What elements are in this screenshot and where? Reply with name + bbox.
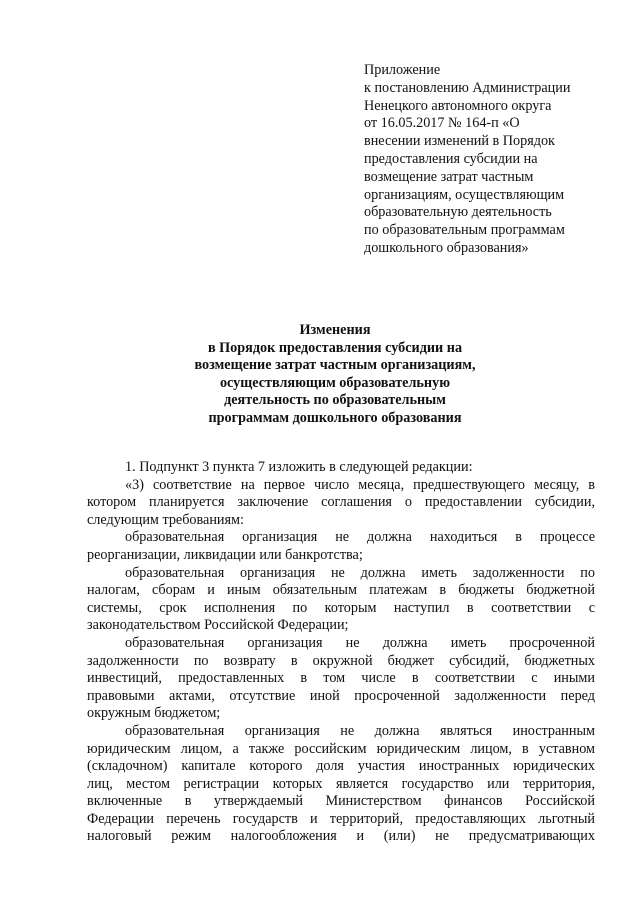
- body-line: законодательством Российской Федерации;: [87, 617, 349, 634]
- body-line: окружным бюджетом;: [87, 705, 221, 722]
- body-line: 1. Подпункт 3 пункта 7 изложить в следующей редакции:: [125, 459, 473, 475]
- body-line: реорганизации, ликвидации или банкротства;: [87, 546, 363, 563]
- document-body: [87, 459, 595, 846]
- appendix-line: дошкольного образования»: [364, 239, 529, 256]
- title-line: деятельность по образовательным: [224, 392, 446, 409]
- body-line: (складочном) капитале которого доля участия иностранных юридических: [87, 758, 595, 775]
- body-line: котором планируется заключение соглашения о предоставлении субсидии,: [87, 494, 595, 511]
- title-line: возмещение затрат частным организациям,: [194, 357, 476, 374]
- appendix-line: Ненецкого автономного округа: [364, 97, 552, 114]
- paragraph-overdue-debt: [87, 635, 595, 723]
- body-line: образовательная организация не должна являться иностранным: [125, 722, 595, 739]
- appendix-line: к постановлению Администрации: [364, 79, 571, 96]
- title-line: Изменения: [299, 322, 371, 338]
- paragraph-item-1: [87, 459, 595, 477]
- body-line: инвестиций, предоставленных в том числе в соответствии с иными: [87, 670, 595, 687]
- appendix-line: предоставления субсидии на: [364, 150, 538, 167]
- body-line: правовыми актами, отсутствие иной просроченной задолженности перед: [87, 687, 595, 704]
- body-line: включенные в утверждаемый Министерством финансов Российской: [87, 793, 595, 810]
- appendix-line: организациям, осуществляющим: [364, 186, 565, 203]
- paragraph-subitem-3: [87, 477, 595, 530]
- paragraph-foreign-entity: [87, 723, 595, 846]
- title-line: осуществляющим образовательную: [219, 374, 451, 391]
- body-line: системы, срок исполнения по которым наступил в соответствии с: [87, 599, 595, 616]
- paragraph-tax-debt: [87, 565, 595, 635]
- body-line: налогам, сборам и иным обязательным платежам в бюджеты бюджетной: [87, 582, 595, 599]
- body-line: Федерации перечень государств и территорий, предоставляющих льготный: [87, 810, 595, 827]
- appendix-line: внесении изменений в Порядок: [364, 133, 555, 150]
- body-line: задолженности по возврату в окружной бюджет субсидий, бюджетных: [87, 652, 595, 669]
- body-line: образовательная организация не должна иметь задолженности по: [125, 564, 595, 581]
- body-line: лиц, местом регистрации которых является государство или территория,: [87, 775, 595, 792]
- body-line: налоговый режим налогообложения и (или) не предусматривающих: [87, 828, 595, 845]
- body-line: образовательная организация не должна находиться в процессе: [125, 529, 595, 546]
- appendix-line: по образовательным программам: [364, 222, 565, 239]
- title-line: в Порядок предоставления субсидии на: [207, 339, 463, 356]
- appendix-line: от 16.05.2017 № 164-п «О: [364, 115, 520, 132]
- body-line: «3) соответствие на первое число месяца, предшествующего месяцу, в: [125, 476, 595, 493]
- title-line: программам дошкольного образования: [208, 409, 462, 426]
- appendix-line: образовательную деятельность: [364, 204, 552, 221]
- body-line: следующим требованиям:: [87, 511, 244, 528]
- document-title: [100, 322, 570, 428]
- appendix-line: возмещение затрат частным: [364, 168, 534, 185]
- appendix-header: [364, 62, 614, 258]
- paragraph-reorganization: [87, 529, 595, 564]
- body-line: образовательная организация не должна иметь просроченной: [125, 634, 595, 651]
- body-line: юридическим лицом, а также российским юридическим лицом, в уставном: [87, 740, 595, 757]
- appendix-line: Приложение: [364, 62, 441, 78]
